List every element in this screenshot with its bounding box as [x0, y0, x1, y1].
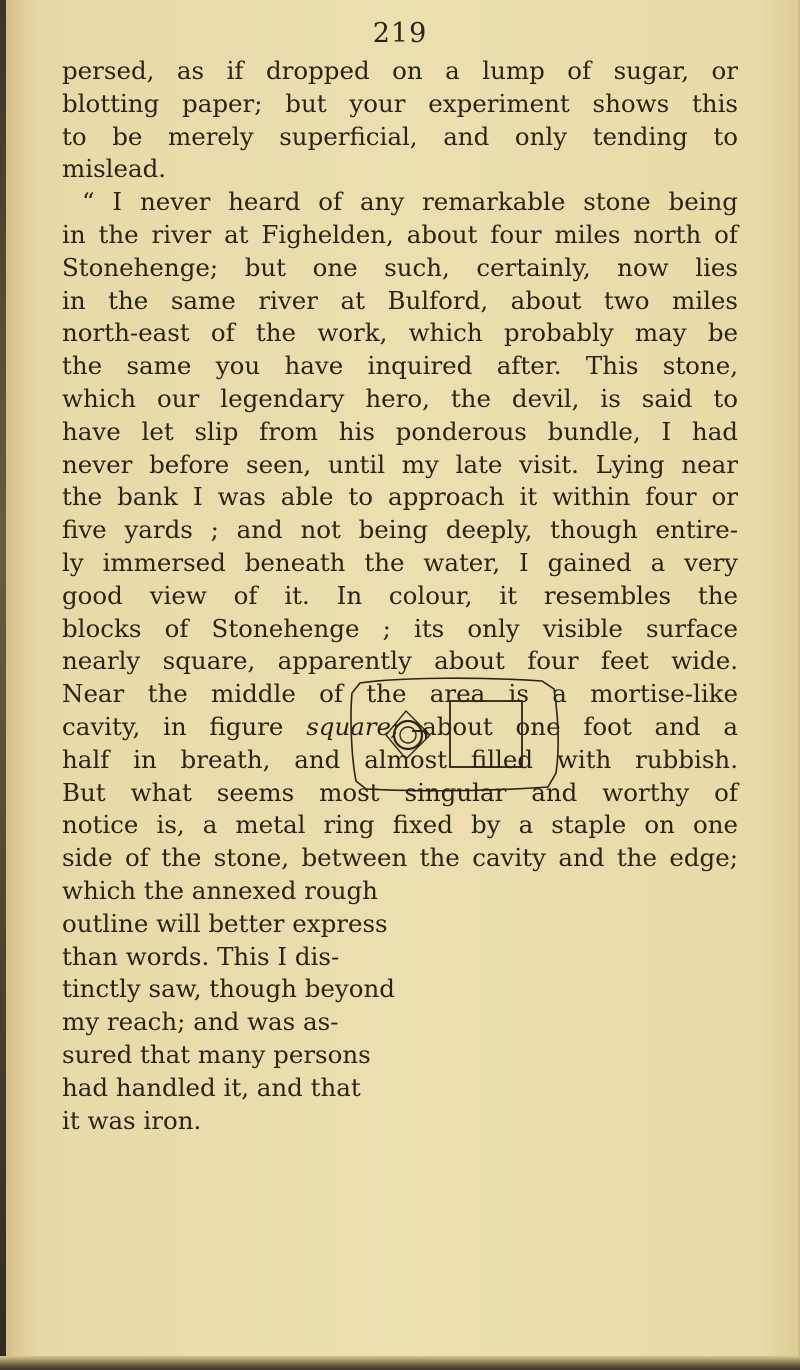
- text-line: have let slip from his ponderous bundle, I had: [62, 416, 738, 446]
- page-right-edge: [796, 0, 800, 1370]
- text-line: But what seems most singular and worthy of: [62, 777, 738, 807]
- text-line: notice is, a metal ring fixed by a staple on one: [62, 810, 738, 840]
- text-line: it was iron.: [62, 1105, 202, 1135]
- text-line: ly immersed beneath the water, I gained a very: [62, 547, 738, 577]
- mortise-cavity: [450, 701, 522, 767]
- stone-outline: [351, 678, 558, 791]
- text-line: side of the stone, between the cavity and the edge;: [62, 843, 738, 873]
- page-binding-edge: [0, 0, 6, 1370]
- metal-ring-icon: [386, 711, 430, 759]
- text-line: which the annexed rough: [62, 875, 378, 905]
- text-line: sured that many persons: [62, 1039, 371, 1069]
- text-line: good view of it. In colour, it resembles the: [62, 580, 738, 610]
- text-line: tinctly saw, though beyond: [62, 974, 395, 1004]
- text-line: north-east of the work, which probably may be: [62, 318, 738, 348]
- text-line: never before seen, until my late visit. Lying near: [62, 449, 738, 479]
- body-text: [62, 55, 738, 1137]
- text-line: “ I never heard of any remarkable stone being: [82, 187, 738, 217]
- stone-outline-figure: [342, 675, 574, 795]
- text-line: blotting paper; but your experiment shows this: [62, 88, 738, 118]
- text-fragment: cavity, in figure: [62, 711, 307, 741]
- text-line: half in breath, and almost filled with rubbish.: [62, 744, 738, 774]
- text-line: my reach; and was as-: [62, 1007, 339, 1037]
- text-line: mislead.: [62, 154, 167, 184]
- text-line: had handled it, and that: [62, 1072, 361, 1102]
- text-line: Stonehenge; but one such, certainly, now lies: [62, 252, 738, 282]
- text-line: than words. This I dis-: [62, 941, 340, 971]
- text-line: persed, as if dropped on a lump of sugar, or: [62, 56, 738, 85]
- text-line: in the same river at Bulford, about two miles: [62, 285, 738, 315]
- text-line: blocks of Stonehenge ; its only visible surface: [62, 613, 738, 643]
- italic-word: square;: [306, 711, 400, 741]
- text-line: outline will better express: [62, 908, 388, 938]
- page-bottom-edge: [0, 1356, 800, 1370]
- text-fragment: about one foot and a: [399, 711, 738, 741]
- text-line: nearly square, apparently about four feet wide.: [62, 646, 738, 676]
- text-line: to be merely superficial, and only tending to: [62, 121, 738, 151]
- text-line: which our legendary hero, the devil, is said to: [62, 383, 738, 413]
- text-line: in the river at Fighelden, about four miles north of: [62, 219, 738, 249]
- text-line: five yards ; and not being deeply, though entire-: [62, 515, 738, 545]
- text-line: the same you have inquired after. This stone,: [62, 351, 738, 381]
- text-line: the bank I was able to approach it within four or: [62, 482, 738, 512]
- page-number: 219: [372, 18, 428, 49]
- text-line: Near the middle of the area is a mortise-like: [62, 679, 738, 709]
